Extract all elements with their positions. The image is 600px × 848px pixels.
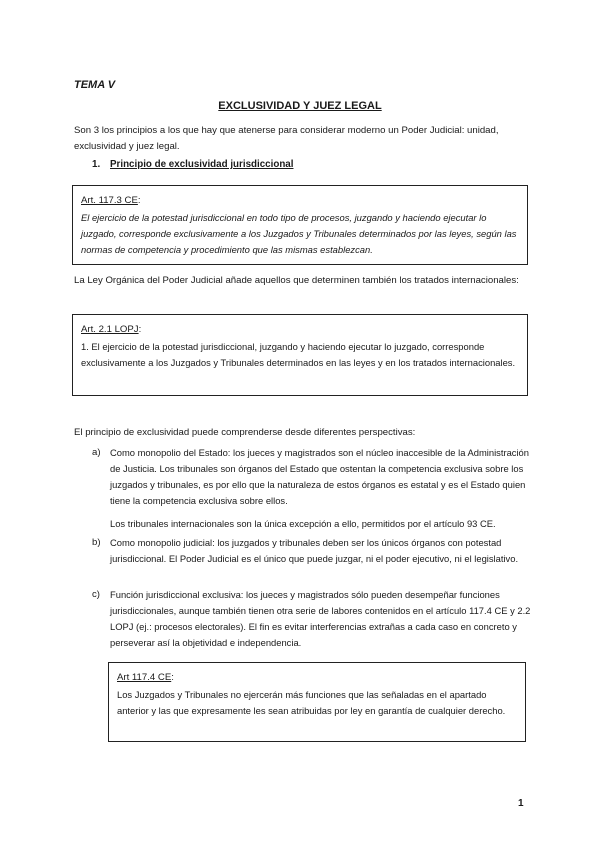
perspectives-intro: El principio de exclusividad puede comprenderse desde diferentes perspectivas: <box>74 427 416 438</box>
page-title-text: EXCLUSIVIDAD Y JUEZ LEGAL <box>218 100 382 112</box>
quote-box-text: El ejercicio de la potestad jurisdiccional en todo tipo de procesos, juzgando y haciendo ejecutar lo juzgado, corresponde exclusivamente a los Juzgados y Tribunales determinados por las leyes, según las normas de competencia y procedimiento que las mismas establezcan. <box>81 212 517 255</box>
list-item-text: Función jurisdiccional exclusiva: los jueces y magistrados sólo pueden desempeñar funciones jurisdiccionales, aunque también tienen otra serie de labores contenidos en el artículo 117.4 CE y 2.2 LOPJ (ej.: procesos electorales). El fin es evitar interferencias extrañas a cada caso en concreto y perseverar así la objetividad e independencia. <box>110 589 531 648</box>
quote-box-heading <box>81 193 519 208</box>
quote-box-heading <box>81 322 519 337</box>
list-marker: b) <box>92 537 101 548</box>
lopj-note-paragraph: La Ley Orgánica del Poder Judicial añade aquellos que determinen también los tratados internacionales: <box>74 275 519 286</box>
section-number: 1. <box>92 159 101 170</box>
list-item-b <box>92 535 532 567</box>
quote-box-text: Los Juzgados y Tribunales no ejercerán más funciones que las señaladas en el apartado anterior y las que expresamente les sean atribuidas por ley en garantía de cualquier derecho. <box>117 689 506 716</box>
list-item-c <box>92 587 532 651</box>
heading-colon: : <box>137 195 141 206</box>
section-heading <box>92 159 293 170</box>
article-reference: Art. 117.3 CE <box>81 195 138 206</box>
quote-box-text: 1. El ejercicio de la potestad jurisdiccional, juzgando y haciendo ejecutar lo juzgado, corresponde exclusivamente a los Juzgados y Tribunales determinados en las leyes y en los tratados internacionales. <box>81 341 516 368</box>
list-marker: a) <box>92 447 101 458</box>
section-heading-text: Principio de exclusividad jurisdiccional <box>110 159 294 170</box>
list-item-text: Como monopolio del Estado: los jueces y magistrados son el núcleo inaccesible de la Administración de Justicia. Los tribunales son órganos del Estado que ostentan la competencia exclusiva sobre los juzgados y tribunales, es por ello que la naturaleza de estos órganos es estatal y es el Estado quien tiene la competencia exclusiva sobre ellos. <box>110 447 529 506</box>
quote-box-art-117-4 <box>108 662 526 742</box>
quote-box-art-2-1-lopj <box>72 314 528 396</box>
intro-paragraph: Son 3 los principios a los que hay que atenerse para considerar moderno un Poder Judicial: unidad, exclusividad y juez legal. <box>74 125 499 152</box>
article-reference: Art 117.4 CE <box>117 672 172 683</box>
heading-colon: : <box>171 672 174 683</box>
list-marker: c) <box>92 589 100 600</box>
heading-colon: : <box>138 324 142 335</box>
article-reference: Art. 2.1 LOPJ <box>81 324 139 335</box>
quote-box-art-117-3 <box>72 185 528 265</box>
list-item-a <box>92 445 532 532</box>
page-number: 1 <box>518 798 524 809</box>
list-item-text: Como monopolio judicial: los juzgados y tribunales deben ser los únicos órganos con potestad jurisdiccional. El Poder Judicial es el único que puede juzgar, ni el poder ejecutivo, ni el legislativo. <box>110 537 519 564</box>
page-title <box>0 100 600 112</box>
list-item-extra-text: Los tribunales internacionales son la única excepción a ello, permitidos por el artículo 93 CE. <box>110 518 496 529</box>
quote-box-heading <box>117 670 517 685</box>
tema-label: TEMA V <box>74 79 116 91</box>
